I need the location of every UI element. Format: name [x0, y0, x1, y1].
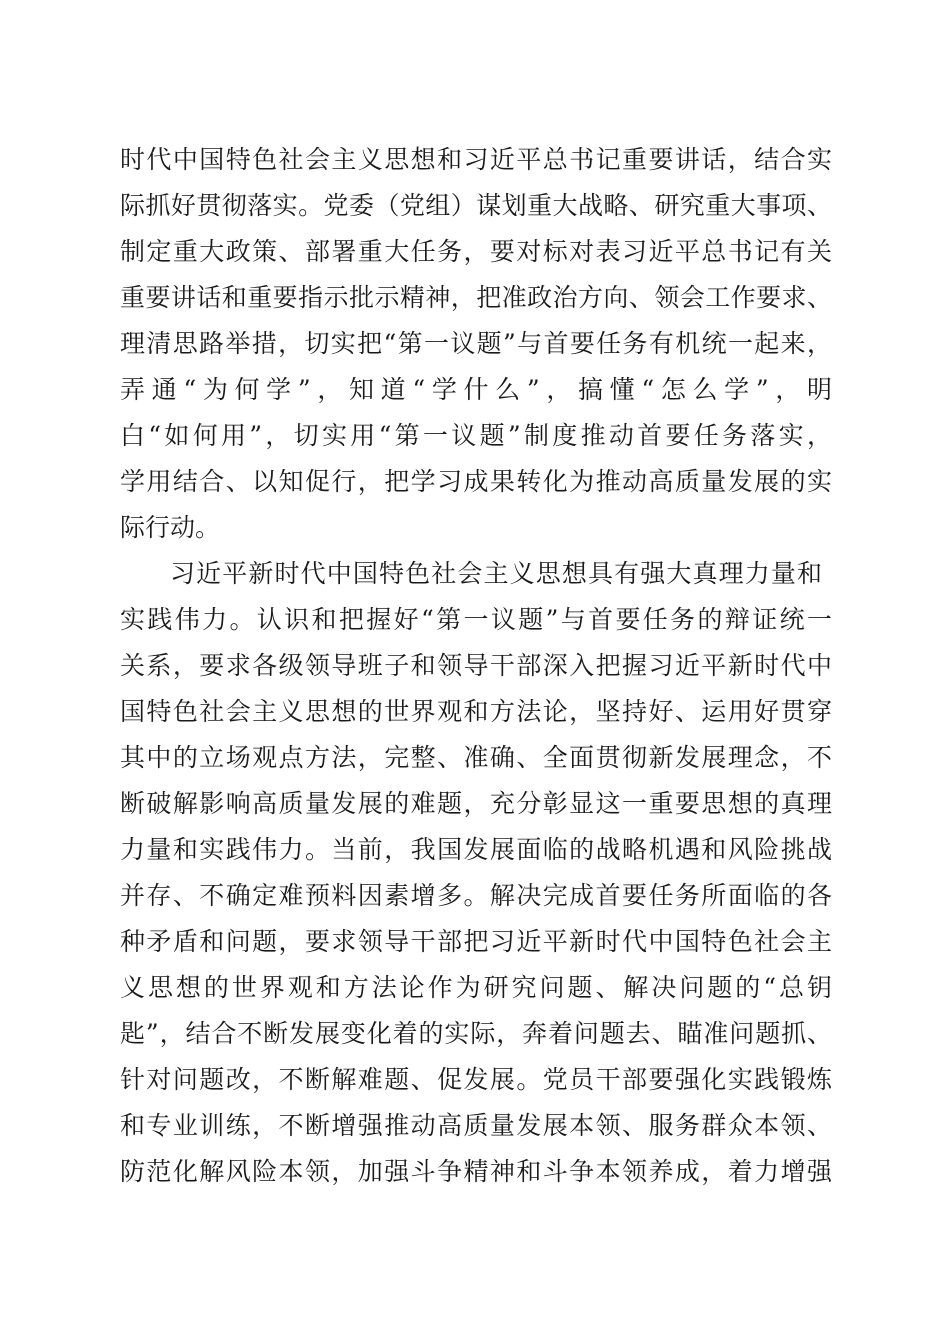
- text-line: 并存、不确定难预料因素增多。解决完成首要任务所面临的各: [120, 881, 832, 910]
- text-line: 防范化解风险本领，加强斗争精神和斗争本领养成，着力增强: [120, 1157, 832, 1186]
- text-line: 际行动。: [120, 513, 221, 542]
- text-line: 针对问题改，不断解难题、促发展。党员干部要强化实践锻炼: [120, 1065, 832, 1094]
- text-line: 和专业训练，不断增强推动高质量发展本领、服务群众本领、: [120, 1111, 832, 1140]
- text-line: 弄通“为何学”，知道“学什么”，搞懂“怎么学”，明: [120, 375, 832, 404]
- text-line: 际抓好贯彻落实。党委（党组）谋划重大战略、研究重大事项、: [120, 191, 832, 220]
- text-line: 重要讲话和重要指示批示精神，把准政治方向、领会工作要求、: [120, 283, 832, 312]
- text-line: 关系，要求各级领导班子和领导干部深入把握习近平新时代中: [120, 651, 832, 680]
- text-line: 力量和实践伟力。当前，我国发展面临的战略机遇和风险挑战: [120, 835, 832, 864]
- text-line: 种矛盾和问题，要求领导干部把习近平新时代中国特色社会主: [120, 927, 832, 956]
- text-line: 白“如何用”，切实用“第一议题”制度推动首要任务落实，: [120, 421, 832, 450]
- text-line: 时代中国特色社会主义思想和习近平总书记重要讲话，结合实: [120, 145, 832, 174]
- text-line: 义思想的世界观和方法论作为研究问题、解决问题的“总钥: [120, 973, 832, 1002]
- text-line: 习近平新时代中国特色社会主义思想具有强大真理力量和: [170, 559, 822, 588]
- text-line: 匙”，结合不断发展变化着的实际，奔着问题去、瞄准问题抓、: [120, 1019, 832, 1048]
- text-line: 国特色社会主义思想的世界观和方法论，坚持好、运用好贯穿: [120, 697, 832, 726]
- text-line: 制定重大政策、部署重大任务，要对标对表习近平总书记有关: [120, 237, 832, 266]
- text-line: 理清思路举措，切实把“第一议题”与首要任务有机统一起来，: [120, 329, 832, 358]
- text-line: 学用结合、以知促行，把学习成果转化为推动高质量发展的实: [120, 467, 832, 496]
- text-line: 断破解影响高质量发展的难题，充分彰显这一重要思想的真理: [120, 789, 832, 818]
- text-line: 其中的立场观点方法，完整、准确、全面贯彻新发展理念，不: [120, 743, 832, 772]
- text-line: 实践伟力。认识和把握好“第一议题”与首要任务的辩证统一: [120, 605, 832, 634]
